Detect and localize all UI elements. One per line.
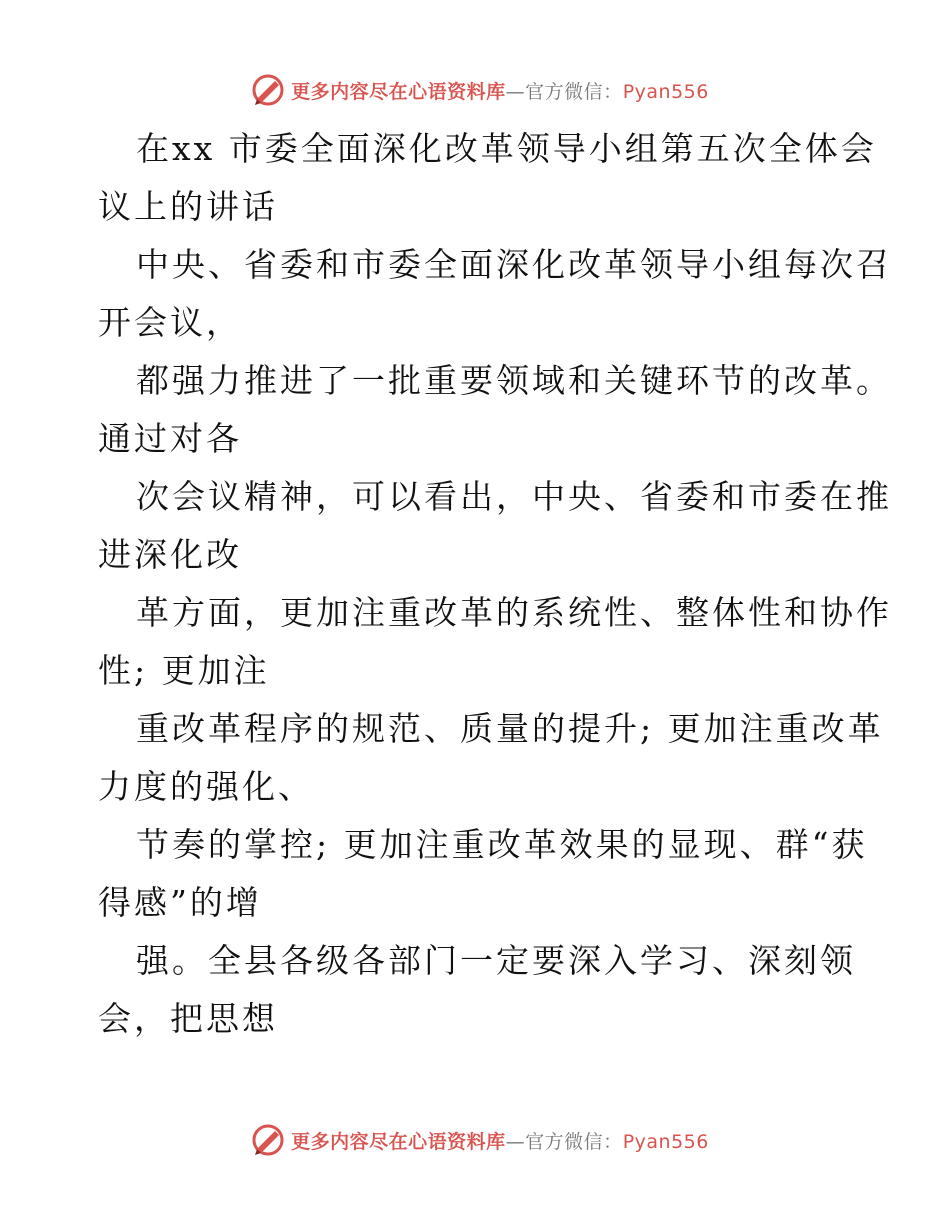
paragraph-line: 力度的强化、 [98,767,314,806]
footer-separator: — [505,1130,526,1153]
paragraph-line: 性; 更加注 [98,651,270,690]
footer-banner [0,1120,950,1160]
paragraph-line: 节奏的掌控; 更加注重改革效果的显现、群“获 [136,825,868,864]
pen-circle-logo-icon [251,73,285,107]
footer-wechat-handle: Pyan556 [622,1130,709,1153]
paragraph-line: 强。全县各级各部门一定要深入学习、深刻领 [136,941,856,980]
paragraph-line: 都强力推进了一批重要领域和关键环节的改革。 [136,361,892,400]
paragraph-line: 中央、省委和市委全面深化改革领导小组每次召 [136,245,892,284]
paragraph-line: 会，把思想 [98,999,278,1038]
footer-wechat-label: 官方微信： [525,1130,623,1153]
paragraph-line: 进深化改 [98,535,242,574]
pen-circle-logo-icon [251,1123,285,1157]
header-banner [0,70,950,110]
footer-site-name: 更多内容尽在心语资料库 [291,1130,506,1153]
paragraph-line: 通过对各 [98,419,242,458]
document-title-line-2: 议上的讲话 [98,187,278,226]
paragraph-line: 开会议， [98,303,242,342]
paragraph-line: 得感”的增 [98,883,262,922]
document-title-line-1: 在xx 市委全面深化改革领导小组第五次全体会 [136,129,877,168]
paragraph-line: 次会议精神，可以看出，中央、省委和市委在推 [136,477,892,516]
paragraph-line: 重改革程序的规范、质量的提升; 更加注重改革 [136,709,884,748]
header-site-name: 更多内容尽在心语资料库 [291,80,506,103]
header-wechat-handle: Pyan556 [622,80,709,103]
document-body [98,120,892,1048]
paragraph-line: 革方面，更加注重改革的系统性、整体性和协作 [136,593,892,632]
header-separator: — [505,80,526,103]
header-wechat-label: 官方微信： [525,80,623,103]
